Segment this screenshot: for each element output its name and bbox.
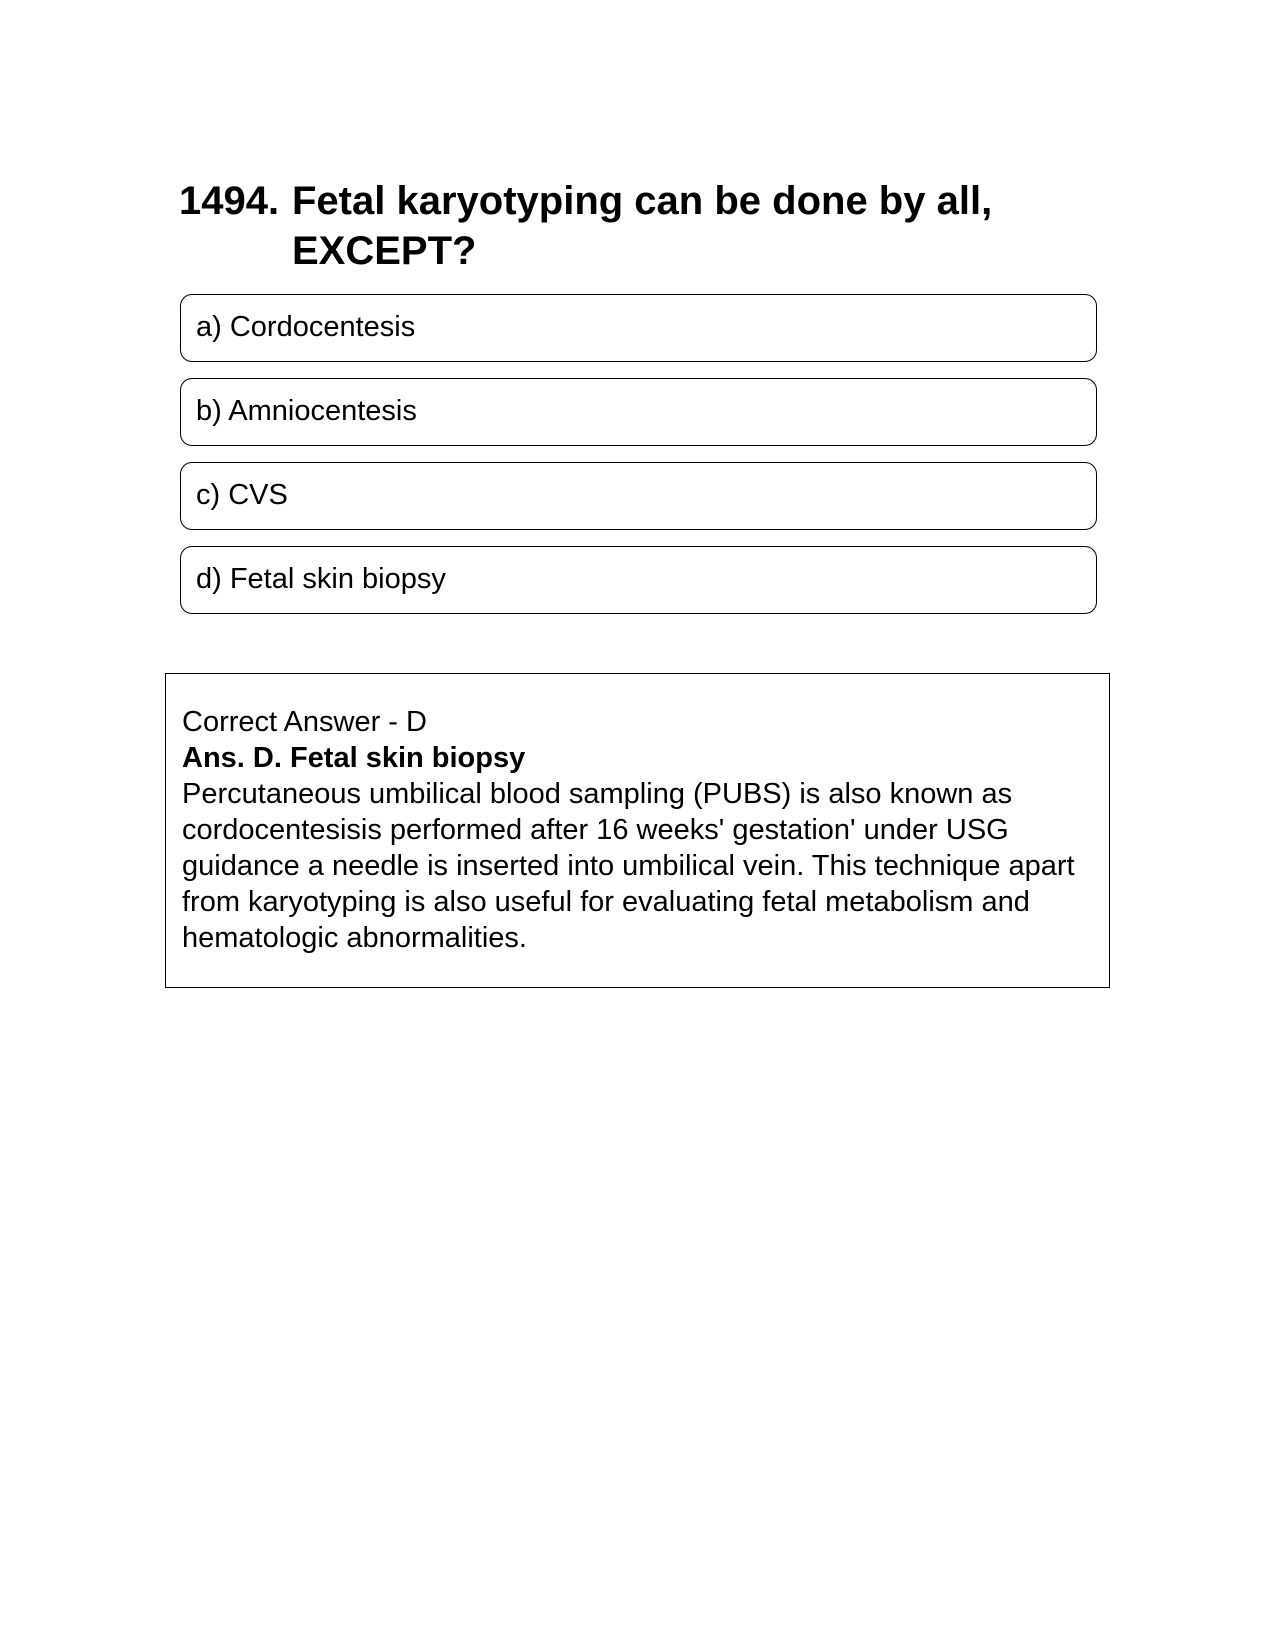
correct-answer-line: Correct Answer - D <box>182 706 427 738</box>
answer-explanation-box <box>165 673 1110 988</box>
option-a[interactable]: a) Cordocentesis <box>180 294 1097 362</box>
question-text: Fetal karyotyping can be done by all, EXCEPT? <box>292 179 993 273</box>
option-d[interactable]: d) Fetal skin biopsy <box>180 546 1097 614</box>
question-number: 1494. <box>179 179 280 223</box>
question-heading <box>179 176 1099 276</box>
option-c[interactable]: c) CVS <box>180 462 1097 530</box>
option-b[interactable]: b) Amniocentesis <box>180 378 1097 446</box>
answer-explanation-text: Percutaneous umbilical blood sampling (PUBS) is also known as cordocentesisis performed after 16 weeks' gestation' under USG guidance a needle is inserted into umbilical vein. This technique apart from karyotyping is also useful for evaluating fetal metabolism and hematologic abnormalities. <box>182 778 1075 954</box>
answer-options <box>180 294 1097 630</box>
answer-title: Ans. D. Fetal skin biopsy <box>182 742 526 774</box>
